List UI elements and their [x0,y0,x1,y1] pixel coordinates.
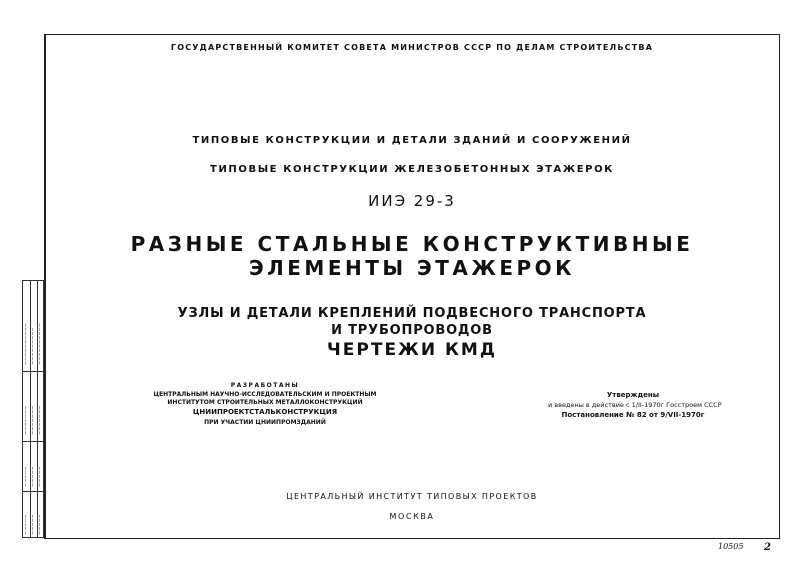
subtitle-line-1: УЗЛЫ И ДЕТАЛИ КРЕПЛЕНИЙ ПОДВЕСНОГО ТРАНСПОРТА [177,306,647,321]
title-line-1: РАЗНЫЕ СТАЛЬНЫЕ КОНСТРУКТИВНЫЕ [130,232,694,256]
committee-header: ГОСУДАРСТВЕННЫЙ КОМИТЕТ СОВЕТА МИНИСТРОВ СССР ПО ДЕЛАМ СТРОИТЕЛЬСТВА [170,43,654,52]
sheet-number: 2 [764,542,771,553]
developed-line-3: ЦНИИПРОЕКТСТАЛЬКОНСТРУКЦИЯ [192,407,338,416]
inventory-number: 10505 [718,542,744,551]
institute-name: ЦЕНТРАЛЬНЫЙ ИНСТИТУТ ТИПОВЫХ ПРОЕКТОВ [286,492,538,501]
developed-line-4: ПРИ УЧАСТИИ ЦНИИПРОМЗДАНИЙ [204,419,326,426]
developed-heading: РАЗРАБОТАНЫ [230,382,300,389]
approval-stamp: ~~~~~~~~~~ ~~~~~~~~~ ~~~~~~~~~~ ~~~~~~~ ~~~~~~~ ~~~~~~~ ~~~~~ ~~~~~ ~~~~~ ~~~~~ ~~~~~ ~~~~~ [22,280,44,538]
drawing-frame [44,34,780,539]
approval-block [548,390,722,420]
subtitle-line-2: И ТРУБОПРОВОДОВ [331,323,493,338]
approval-line-1: и введены в действие с 1/II-1970г Госстроем СССР [548,401,722,409]
approval-line-2: Постановление № 82 от 9/VII-1970г [561,411,705,419]
city-name: МОСКВА [389,512,435,521]
developed-by-block [150,382,380,428]
title-line-2: ЭЛЕМЕНТЫ ЭТАЖЕРОК [248,256,576,280]
series-line-2: ТИПОВЫЕ КОНСТРУКЦИИ ЖЕЛЕЗОБЕТОННЫХ ЭТАЖЕРОК [210,164,614,175]
developed-line-2: ИНСТИТУТОМ СТРОИТЕЛЬНЫХ МЕТАЛЛОКОНСТРУКЦИЙ [167,399,363,406]
approval-heading: Утверждены [606,391,660,399]
series-line-1: ТИПОВЫЕ КОНСТРУКЦИИ И ДЕТАЛИ ЗДАНИЙ И СООРУЖЕНИЙ [192,135,632,146]
developed-line-1: ЦЕНТРАЛЬНЫМ НАУЧНО-ИССЛЕДОВАТЕЛЬСКИМ И ПРОЕКТНЫМ [153,390,377,398]
series-code: ИИЭ 29-3 [368,192,456,210]
drawings-label: ЧЕРТЕЖИ КМД [327,340,497,360]
